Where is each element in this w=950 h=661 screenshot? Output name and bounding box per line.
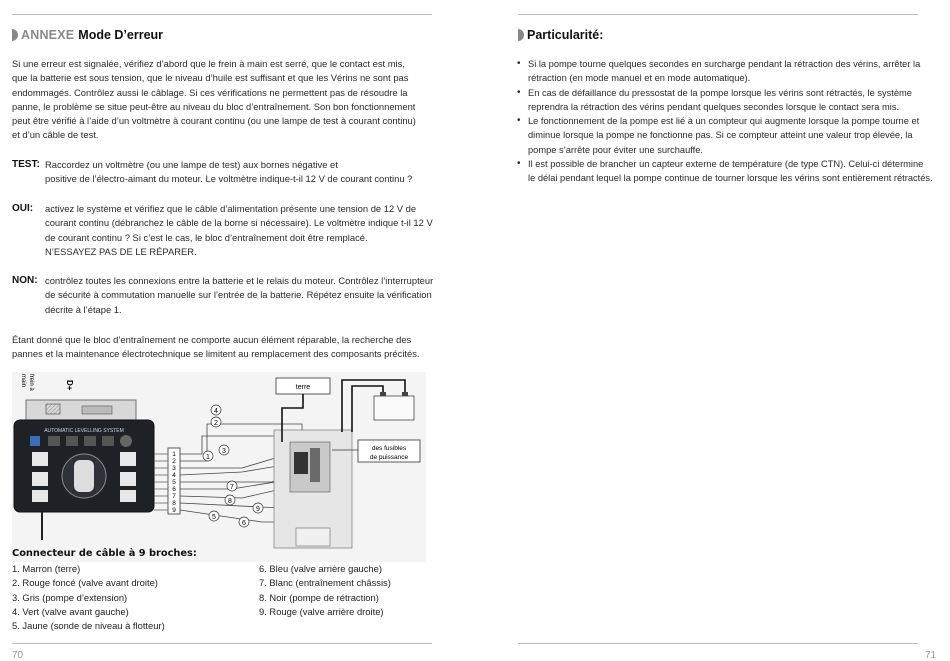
vehicle-icon <box>74 460 94 492</box>
top-rule <box>518 14 918 15</box>
label-fusibles-line2: de puissance <box>369 454 409 461</box>
pin-label: 8 <box>172 500 176 507</box>
oui-paragraph <box>45 202 435 259</box>
text-line: pompe s’arrête pour éviter une surchauffe. <box>528 144 704 155</box>
pin-label: 5 <box>172 479 176 486</box>
text-line: diminue lorsque la pompe ne fonctionne pas. Si ce compteur atteint une valeur trop élevée, la <box>528 130 913 141</box>
page-number: 71 <box>925 650 937 661</box>
closing-paragraph <box>12 333 432 362</box>
label-terre: terre <box>295 384 311 391</box>
text-line: et d’un câble de test. <box>12 129 99 141</box>
section-title <box>518 28 603 42</box>
arrow-button-icon <box>32 490 48 502</box>
callout-label: 6 <box>242 520 246 527</box>
pin-label: 7 <box>172 493 176 500</box>
power-icon <box>120 435 132 447</box>
list-item: 5. Jaune (sonde de niveau à flotteur) <box>12 620 165 632</box>
panel-button-icon <box>102 436 114 446</box>
non-label: NON: <box>12 275 38 286</box>
panel-button-icon <box>48 436 60 446</box>
text-line: que la batterie est sous tension, que le niveau d’huile est suffisant et que les Vérins ne sont pas <box>12 72 409 84</box>
label-dplus: D+ <box>65 380 74 391</box>
list-item <box>518 86 938 115</box>
text-line: reprendra la rétraction des vérins pendant quelques secondes lorsque le contact sera mis. <box>528 101 900 112</box>
text-line: • Le fonctionnement de la pompe est lié à un compteur qui augmente lorsque la pompe tourne et <box>528 116 920 127</box>
panel-button-icon <box>84 436 96 446</box>
connector-list-col2 <box>259 562 439 619</box>
arrow-button-icon <box>32 472 48 486</box>
callout-label: 3 <box>222 448 226 455</box>
connector-plug <box>46 404 60 414</box>
text-line: le délai pendant lequel la pompe continue de tourner lorsque les vérins sont entièrement rétractés. <box>528 173 933 184</box>
arrow-button-icon <box>120 452 136 466</box>
panel-button-icon <box>66 436 78 446</box>
list-item <box>518 114 938 157</box>
label-frein: frein à <box>28 374 34 391</box>
page-title: Mode D’erreur <box>78 28 164 42</box>
list-item: 4. Vert (valve avant gauche) <box>12 605 129 617</box>
callout-label: 4 <box>214 408 218 415</box>
pin-label: 4 <box>172 472 176 479</box>
pin-label: 9 <box>172 507 176 514</box>
text-line: de sécurité à commutation manuelle sur l’entrée de la batterie. Répétez ensuite la vérification <box>45 289 432 301</box>
arrow-button-icon <box>120 472 136 486</box>
test-label: TEST: <box>12 159 40 170</box>
callout-label: 7 <box>230 484 234 491</box>
pin-label: 6 <box>172 486 176 493</box>
pin-labels <box>172 451 176 514</box>
text-line: • En cas de défaillance du pressostat de la pompe lorsque les vérins sont rétractés, le système <box>528 87 912 98</box>
connector-list-col1 <box>12 562 252 633</box>
section-title <box>12 28 163 42</box>
text-line: de courant continu ? Si c’est le cas, le bloc d’entraînement doit être remplacé. <box>45 231 368 243</box>
list-item: 9. Rouge (valve arrière droite) <box>259 605 384 617</box>
title-marker-icon <box>518 29 524 41</box>
label-main: main <box>20 374 26 388</box>
callout-label: 8 <box>228 498 232 505</box>
text-line: panne, le problème se situe peut-être au niveau du bloc d’entraînement. Son bon fonctionnement <box>12 100 416 112</box>
oui-label: OUI: <box>12 203 34 214</box>
arrow-button-icon <box>120 490 136 502</box>
panel-title: AUTOMATIC LEVELLING SYSTEM <box>44 428 124 434</box>
bullet-list <box>518 57 938 186</box>
text-line: courant continu (débranchez le câble de la borne si nécessaire). Le voltmètre indique t-il 12 V <box>45 217 433 229</box>
callout-label: 1 <box>206 454 210 461</box>
title-marker-icon <box>12 29 18 41</box>
label-fusibles-line1: des fusibles <box>371 445 407 452</box>
list-item: 7. Blanc (entraînement châssis) <box>259 577 391 589</box>
pin-label: 3 <box>172 465 176 472</box>
callout-label: 5 <box>212 514 216 521</box>
connector-list-title: Connecteur de câble à 9 broches: <box>12 548 197 559</box>
bottom-rule <box>518 643 918 644</box>
right-page <box>475 0 950 661</box>
callout-label: 2 <box>214 420 218 427</box>
panel-connector-block <box>26 400 136 422</box>
valve-solenoid <box>294 452 308 474</box>
title-prefix: ANNEXE <box>21 28 75 42</box>
battery-terminal <box>380 392 386 396</box>
pin-label: 1 <box>172 451 176 458</box>
list-item: 8. Noir (pompe de rétraction) <box>259 591 379 603</box>
text-line: rétraction (en mode manuel et en mode automatique). <box>528 73 751 84</box>
wiring-diagram <box>12 372 426 562</box>
pin-label: 2 <box>172 458 176 465</box>
callout-label: 9 <box>256 506 260 513</box>
test-paragraph <box>45 158 435 187</box>
text-line: • Il est possible de brancher un capteur externe de température (de type CTN). Celui-ci détermine <box>528 159 924 170</box>
arrow-button-icon <box>32 452 48 466</box>
list-item: 2. Rouge foncé (valve avant droite) <box>12 577 158 589</box>
list-item <box>518 157 938 186</box>
text-line: Si une erreur est signalée, vérifiez d’abord que le frein à main est serré, que le contact est mis, <box>12 58 405 69</box>
non-paragraph <box>45 274 435 317</box>
valve-solenoid <box>310 448 320 482</box>
top-rule <box>12 14 432 15</box>
bottom-rule <box>12 643 432 644</box>
pump-motor <box>296 528 330 546</box>
text-line: • Si la pompe tourne quelques secondes en surcharge pendant la rétraction des vérins, arrêter la <box>528 59 921 69</box>
text-line: N’ESSAYEZ PAS DE LE RÉPARER. <box>45 245 197 257</box>
battery-icon <box>374 396 414 420</box>
battery-terminal <box>402 392 408 396</box>
text-line: positive de l’électro-aimant du moteur. Le voltmètre indique-t-il 12 V de courant continu ? <box>45 173 413 185</box>
panel-logo-icon <box>30 436 40 446</box>
list-item: 6. Bleu (valve arrière gauche) <box>259 563 382 574</box>
text-line: Étant donné que le bloc d’entraînement ne comporte aucun élément réparable, la recherche des <box>12 334 412 345</box>
list-item: 1. Marron (terre) <box>12 563 81 574</box>
text-line: activez le système et vérifiez que le câble d’alimentation présente une tension de 12 V de <box>45 203 417 214</box>
text-line: Raccordez un voltmètre (ou une lampe de test) aux bornes négative et <box>45 159 338 170</box>
text-line: décrite à l’étape 1. <box>45 303 122 315</box>
text-line: peut être vérifié à l’aide d’un voltmètre à courant continu (ou une lampe de test à courant continu) <box>12 115 416 127</box>
connector-socket <box>82 406 112 414</box>
list-item: 3. Gris (pompe d’extension) <box>12 591 128 603</box>
intro-paragraph <box>12 57 432 143</box>
text-line: pannes et la maintenance électrotechnique se limitent au remplacement des composants précités. <box>12 348 420 360</box>
page-number: 70 <box>12 650 24 661</box>
text-line: endommagés. Contrôlez aussi le câblage. Si ces vérifications ne permettent pas de résoudre la <box>12 86 408 98</box>
list-item <box>518 57 938 86</box>
page-title: Particularité: <box>527 28 604 42</box>
text-line: contrôlez toutes les connexions entre la batterie et le relais du moteur. Contrôlez l’interrupteur <box>45 275 434 286</box>
